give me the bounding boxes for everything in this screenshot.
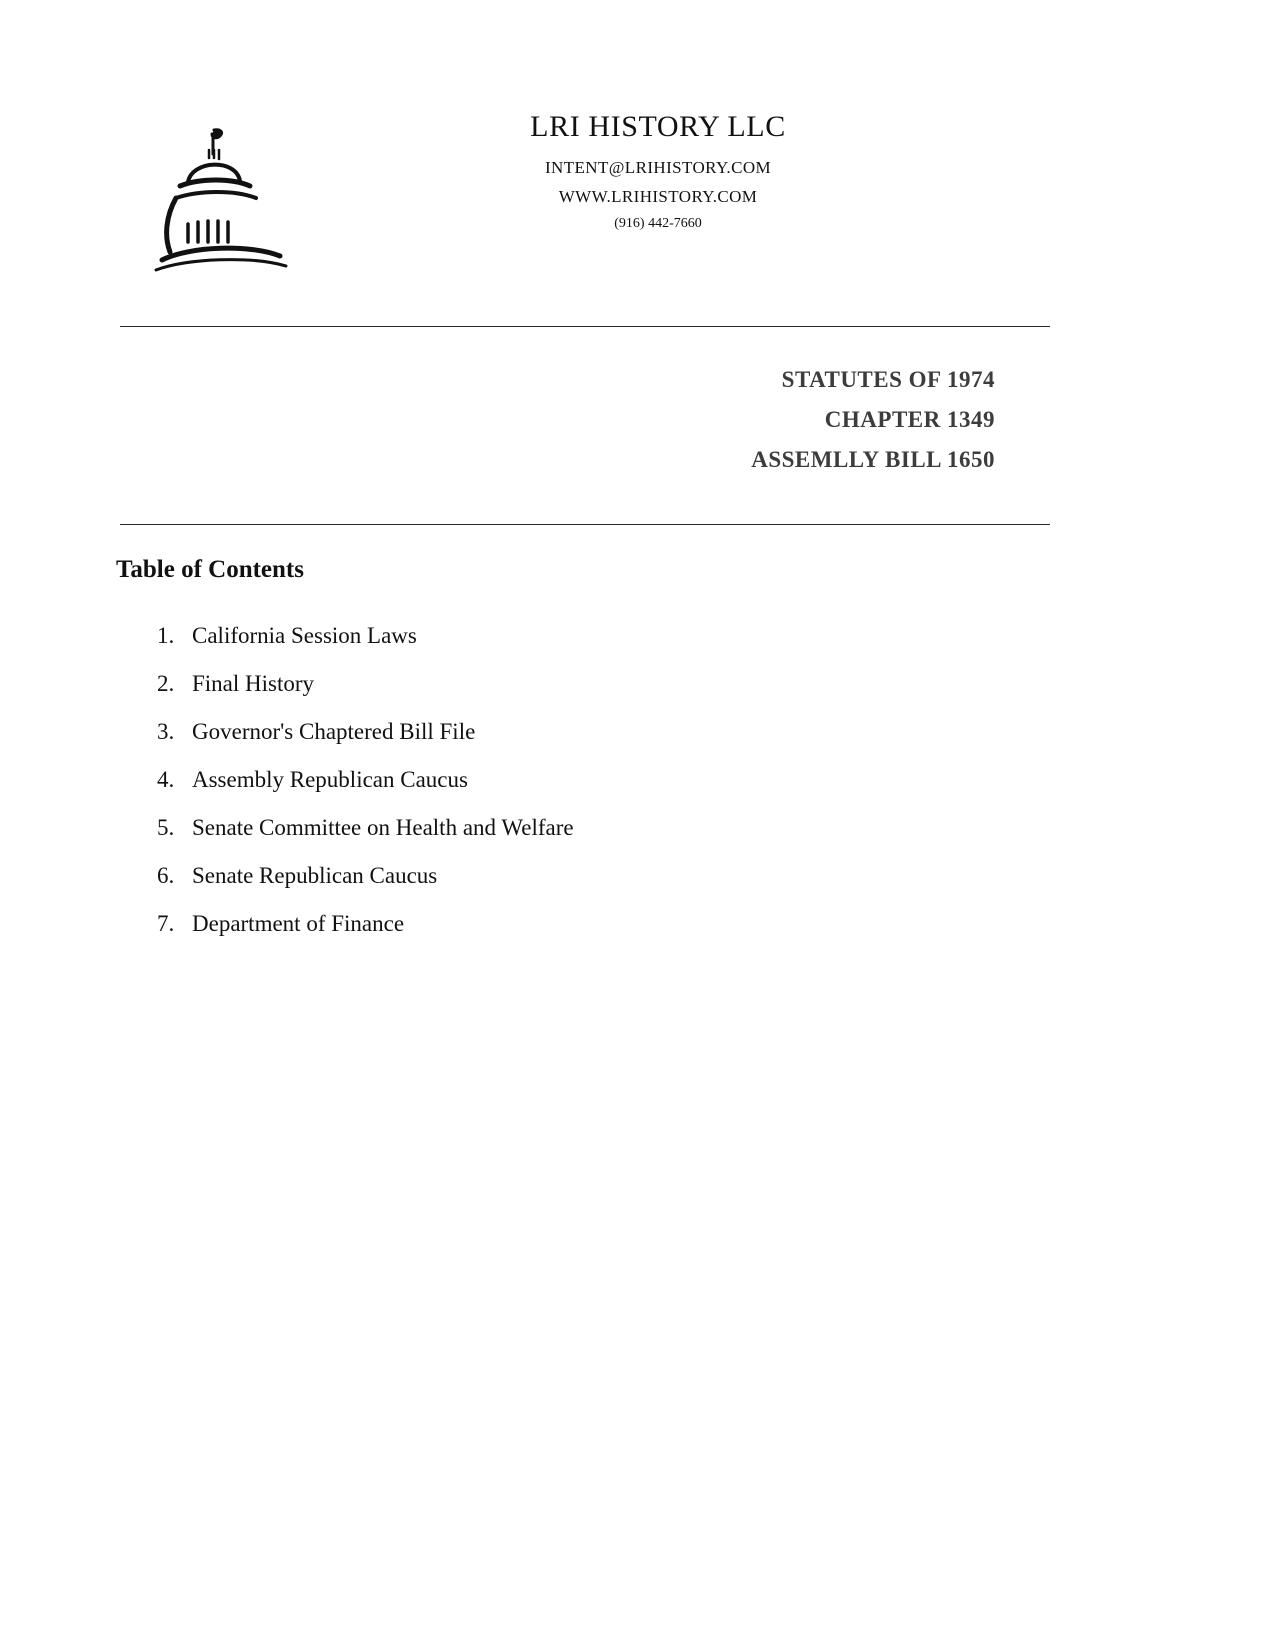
org-email[interactable]: INTENT@LRIHISTORY.COM <box>544 158 772 177</box>
capitol-dome-icon <box>140 120 290 285</box>
letterhead <box>120 110 1156 285</box>
title-chapter: CHAPTER 1349 <box>824 407 995 432</box>
list-item[interactable]: 6. Senate Republican Caucus <box>180 852 1080 900</box>
divider-bottom <box>120 524 1050 525</box>
list-item[interactable]: 7. Department of Finance <box>180 900 1080 948</box>
org-phone: (916) 442-7660 <box>614 216 702 231</box>
document-title <box>120 360 995 480</box>
list-item[interactable]: 1. California Session Laws <box>180 612 1080 660</box>
title-statutes: STATUTES OF 1974 <box>781 367 995 392</box>
org-website[interactable]: WWW.LRIHISTORY.COM <box>558 187 758 206</box>
toc-heading: Table of Contents <box>116 556 304 583</box>
list-item[interactable]: 4. Assembly Republican Caucus <box>180 756 1080 804</box>
list-item[interactable]: 2. Final History <box>180 660 1080 708</box>
divider-top <box>120 326 1050 327</box>
toc-list <box>120 612 1080 948</box>
list-item[interactable]: 5. Senate Committee on Health and Welfare <box>180 804 1080 852</box>
list-item[interactable]: 3. Governor's Chaptered Bill File <box>180 708 1080 756</box>
org-name: LRI HISTORY LLC <box>530 110 786 143</box>
title-bill: ASSEMLLY BILL 1650 <box>751 447 995 472</box>
org-info <box>310 110 1156 232</box>
logo-container <box>120 110 310 285</box>
